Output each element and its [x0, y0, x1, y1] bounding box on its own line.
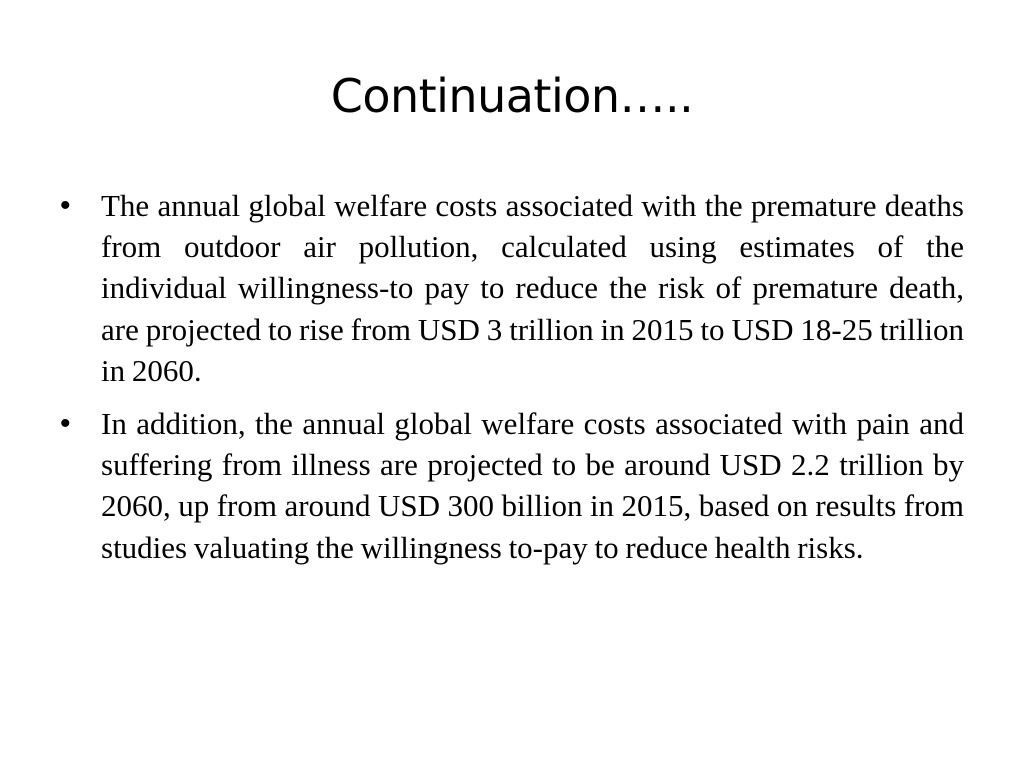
bullet-dot-icon: •: [60, 189, 71, 222]
slide-title: Continuation…..: [330, 69, 694, 123]
bullet-item-1: [60, 185, 964, 391]
bullet-dot-icon: •: [60, 407, 71, 441]
bullet-item-2: [60, 403, 964, 568]
bullet-text-1: The annual global welfare costs associated with the premature deaths from outdoor air pollution, calculated using estimates of the individual willingness-to pay to reduce the risk of premature death, are projected to rise from USD 3 trillion in 2015 to USD 18-25 trillion in 2060.: [101, 188, 964, 388]
bullet-text-2: In addition, the annual global welfare costs associated with pain and suffering from illness are projected to be around USD 2.2 trillion by 2060, up from around USD 300 billion in 2015, based on results from studies valuating the willingness to-pay to reduce health risks.: [101, 406, 964, 565]
bullet-list: [60, 185, 964, 580]
